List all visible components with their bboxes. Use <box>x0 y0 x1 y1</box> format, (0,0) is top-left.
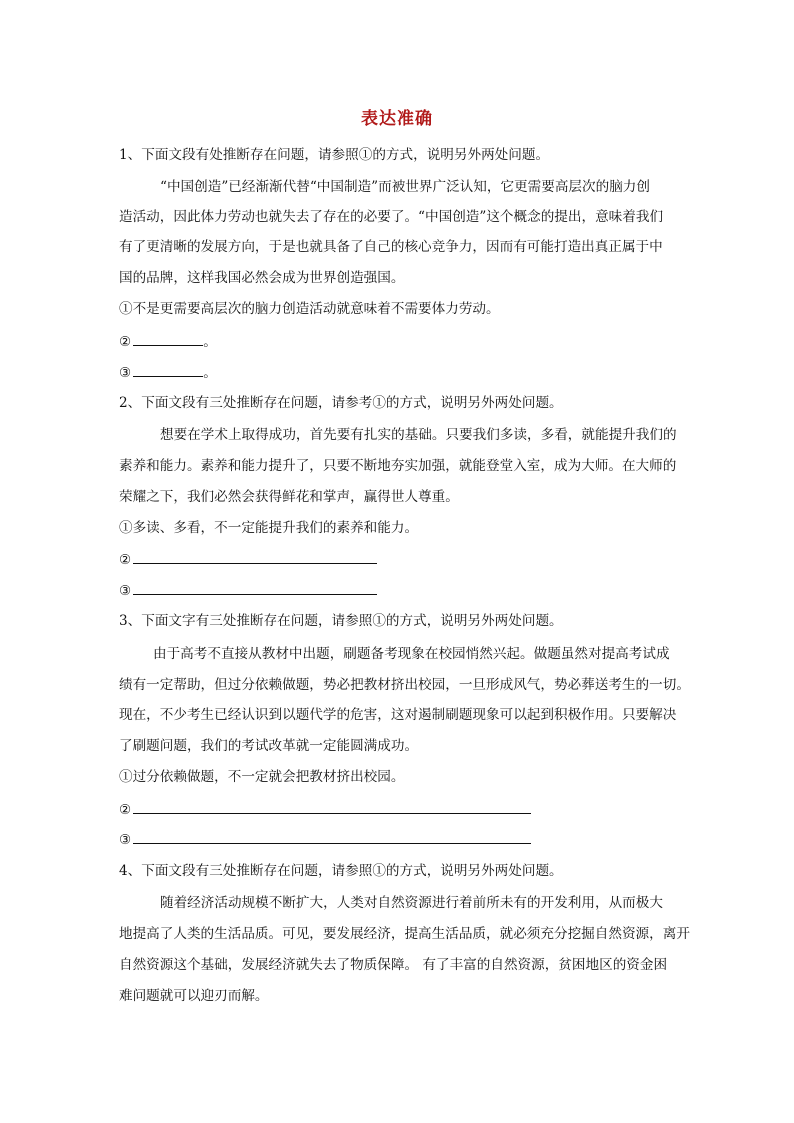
question-1-prompt: 1、下面文段有处推断存在问题，请参照①的方式，说明另外两处问题。 <box>119 147 550 163</box>
question-2-answer-2[interactable] <box>119 549 689 570</box>
question-2-answer-3[interactable] <box>119 580 689 601</box>
question-2-passage-line-2: 素养和能力。素养和能力提升了，只要不断地夯实加强，就能登堂入室，成为大师。在大师的 <box>119 458 677 474</box>
answer-blank[interactable] <box>133 331 203 346</box>
question-4-passage-line-4: 难问题就可以迎刃而解。 <box>119 988 269 1004</box>
question-4-passage-line-1: 随着经济活动规模不断扩大，人类对自然资源进行着前所未有的开发利用，从而极大 <box>160 895 663 911</box>
answer-number: ③ <box>119 832 132 848</box>
question-3-passage-line-4: 了刷题问题，我们的考试改革就一定能圆满成功。 <box>119 738 419 754</box>
question-1-passage-line-4: 国的品牌，这样我国必然会成为世界创造强国。 <box>119 270 405 286</box>
answer-blank[interactable] <box>133 829 531 844</box>
answer-number: ③ <box>119 365 132 381</box>
question-3-passage-line-2: 绩有一定帮助，但过分依赖做题，势必把教材挤出校园，一旦形成风气，势必葬送考生的一切。 <box>119 677 690 693</box>
answer-number: ② <box>119 334 132 350</box>
answer-blank[interactable] <box>133 580 377 595</box>
question-2-passage-line-3: 荣耀之下，我们必然会获得鲜花和掌声，赢得世人尊重。 <box>119 489 459 505</box>
question-3-answer-2[interactable] <box>119 799 689 820</box>
answer-number: ③ <box>119 583 132 599</box>
question-2-passage-line-1: 想要在学术上取得成功，首先要有扎实的基础。只要我们多读，多看，就能提升我们的 <box>160 427 677 443</box>
question-3-passage-line-3: 现在，不少考生已经认识到以题代学的危害，这对遏制刷题现象可以起到积极作用。只要解决 <box>119 707 677 723</box>
question-2-prompt: 2、下面文段有三处推断存在问题，请参考①的方式，说明另外两处问题。 <box>119 395 563 411</box>
question-1-answer-3[interactable] <box>119 362 689 383</box>
question-1-answer-2[interactable] <box>119 331 689 352</box>
answer-blank[interactable] <box>133 799 531 814</box>
answer-tail: 。 <box>203 334 217 350</box>
answer-number: ② <box>119 552 132 568</box>
question-1-passage-line-3: 有了更清晰的发展方向，于是也就具备了自己的核心竞争力，因而有可能打造出真正属于中 <box>119 239 663 255</box>
question-3-prompt: 3、下面文字有三处推断存在问题，请参照①的方式，说明另外两处问题。 <box>119 613 563 629</box>
question-1-passage-line-2: 造活动，因此体力劳动也就失去了存在的必要了。“中国创造”这个概念的提出，意味着我们 <box>119 209 664 225</box>
question-2-example: ①多读、多看，不一定能提升我们的素养和能力。 <box>119 520 419 536</box>
question-4-passage-line-2: 地提高了人类的生活品质。可见，要发展经济，提高生活品质，就必须充分挖掘自然资源，离开 <box>119 926 690 942</box>
answer-blank[interactable] <box>133 362 203 377</box>
question-3-passage-line-1: 由于高考不直接从教材中出题，刷题备考现象在校园悄然兴起。做题虽然对提高考试成 <box>153 646 670 662</box>
answer-number: ② <box>119 802 132 818</box>
question-4-passage-line-3: 自然资源这个基础，发展经济就失去了物质保障。 有了丰富的自然资源，贫困地区的资金困 <box>119 957 668 973</box>
answer-tail: 。 <box>203 365 217 381</box>
question-3-example: ①过分依赖做题，不一定就会把教材挤出校园。 <box>119 769 405 785</box>
question-3-answer-3[interactable] <box>119 829 689 850</box>
question-1-example: ①不是更需要高层次的脑力创造活动就意味着不需要体力劳动。 <box>119 301 500 317</box>
answer-blank[interactable] <box>133 549 377 564</box>
question-1-passage-line-1: “中国创造”已经渐渐代替“中国制造”而被世界广泛认知，它更需要高层次的脑力创 <box>160 179 650 195</box>
question-4-prompt: 4、下面文段有三处推断存在问题，请参照①的方式，说明另外两处问题。 <box>119 863 563 879</box>
page-title: 表达准确 <box>361 109 433 129</box>
